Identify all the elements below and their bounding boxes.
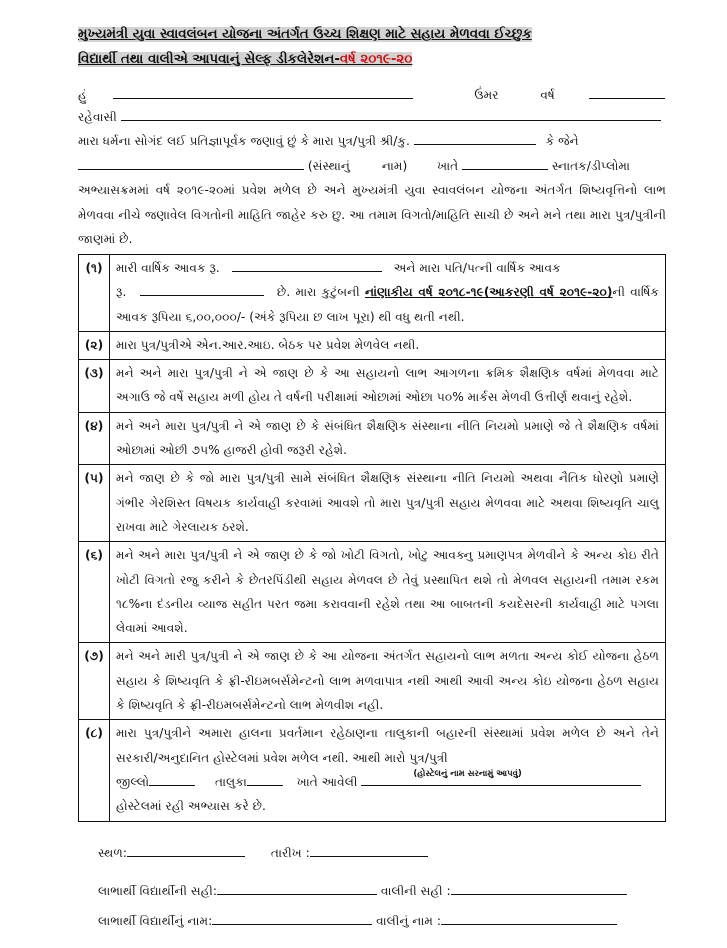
- table-row: [79, 720, 666, 821]
- item-text: મને અને મારી પુત્ર/પુત્રી ને એ જાણ છે કે આ યોજના અંતર્ગત સહાયનો લાભ મળતા અન્ય કોઈ યોજના હેઠળ સહાય કે શિષ્યવૃતિ કે ફ્રી-રીઇમબર્સમેન્ટનો લાભ મળવાપાત્ર નથી આથી આવી અન્ય કોઇ યોજના હેઠળ સહાય કે શિષ્યવૃતિ કે ફ્રી-રીઇમબર્સમેન્ટનો લાભ મેળવીશ નહી.: [110, 643, 666, 720]
- title-year: વર્ષ ૨૦૧૯-૨૦: [339, 52, 413, 67]
- umar-label: ઉંમર: [474, 88, 499, 102]
- taluka-label: તાલુકા: [214, 774, 247, 789]
- table-row: [79, 465, 666, 542]
- financial-year: નાંણાકીય વર્ષ ૨૦૧૮-૧૯(આકરણી વર્ષ ૨૦૧૯-૨૦): [364, 285, 613, 300]
- varsh-label: વર્ષ: [540, 88, 555, 102]
- child-name-blank[interactable]: [414, 130, 536, 145]
- table-row: [79, 255, 666, 332]
- hostel-text: મારા પુત્ર/પુત્રીને અમારા હાલના પ્રવર્તમાન રહેઠાણના તાલુકાની બહારની સંસ્થામાં પ્રવેશ મળેલ છે અને તેને સરકારી/અનુદાનિત હોસ્ટેલમાં પ્રવેશ મળેલ નથી. આથી મારો પુત્ર/પુત્રી: [116, 726, 659, 765]
- intro-text-2b: નામ): [381, 159, 408, 173]
- item-text: મારા પુત્ર/પુત્રીએ એન.આર.આઇ. બેઠક પર પ્રવેશ મેળવેલ નથી.: [110, 331, 666, 359]
- item-text: મને અને મારા પુત્ર/પુત્રી ને એ જાણ છે કે સંબંધિત શૈક્ષણિક સંસ્થાના નીતિ નિયમો પ્રમાણે જે તે શૈક્ષણિક વર્ષમાં ઓછામાં ઓછી ૭૫% હાજરી હોવી જરૂરી રહેશે.: [110, 412, 666, 465]
- item-text: મને અને મારા પુત્ર/પુત્રી ને એ જાણ છે કે જો ખોટી વિગતો, ખોટુ આવક્નુ પ્રમાણપત્ર મેળવીને કે અન્ય કોઇ રીતે ખોટી વિગતો રજુ કરીને કે છેતરપિંડીથી સહાય મેળવલ છે તેવું પ્રસ્થાપિત થશે તો મેળવલ સહાયની તમામ રકમ ૧૮%ના દંડનીય વ્યાજ સહીત પરત જમા કરાવવાની રહેશે તથા આ બાબતની કયદેસરની કાર્યવાહી માટે પગલા લેવામાં આવશે.: [110, 542, 666, 643]
- item-number: (૬): [79, 542, 110, 643]
- residence-line: [78, 106, 668, 128]
- table-row: [79, 643, 666, 720]
- hostel-note: (હોસ્ટેલનું નામ સરનામું આપવું): [413, 768, 522, 779]
- name-blank[interactable]: [113, 84, 413, 99]
- family-income-label: છે. મારા કુટુંબની: [276, 285, 365, 300]
- residence-blank[interactable]: [121, 106, 661, 121]
- item-number: (૭): [79, 643, 110, 720]
- hostel-last-line: હોસ્ટેલમાં રહી અભ્યાસ કરે છે.: [116, 799, 266, 814]
- title-line-2: [78, 52, 412, 67]
- age-blank[interactable]: [589, 84, 665, 99]
- taluka-blank[interactable]: [247, 771, 283, 786]
- form-title: [78, 22, 676, 72]
- place-blank[interactable]: [462, 155, 548, 170]
- jillo-blank[interactable]: [149, 771, 195, 786]
- parent-name-blank[interactable]: [441, 910, 617, 925]
- intro-text-1: મારા ધર્મના સોગંદ લઈ પ્રતિજ્ઞાપૂર્વક જણાવું છું કે મારા પુત્ર/પુત્રી શ્રી/કુ.: [78, 134, 410, 148]
- income-label: મારી વાર્ષિક આવક રૂ.: [116, 261, 220, 275]
- item-text: મને જાણ છે કે જો મારા પુત્ર/પુત્રી સામે સંબંધિત શૈક્ષણિક સંસ્થાના નીતિ નિયમો અથવા નૈતિક ધોરણો પ્રમાણે ગંભીર ગેરશિસ્ત વિષયક કાર્યવાહી કરવામાં આવશે તો મારા પુત્ર/પુત્રી સહાય મેળવવા માટે અથવા શિષ્યવૃતિ ચાલુ રાખવા માટે ગેરલાયક ઠરશે.: [110, 465, 666, 542]
- table-row: [79, 412, 666, 465]
- student-sign-label: લાભાર્થી વિદ્યાર્થીની સહી:: [98, 884, 218, 898]
- student-name-blank[interactable]: [212, 910, 372, 925]
- hostel-blank[interactable]: [361, 768, 641, 786]
- institute-blank[interactable]: [78, 155, 304, 170]
- rahevasi-label: રહેવાસી: [78, 110, 117, 124]
- rs-label: રૂ.: [116, 285, 127, 300]
- item-number: (૮): [79, 720, 110, 821]
- intro-line-1: [78, 130, 668, 152]
- intro-paragraph: અભ્યાસક્રમમાં વર્ષ ૨૦૧૯-૨૦માં પ્રવેશ મળેલ છે અને મુખ્યમંત્રી યુવા સ્વાવલંબન યોજના અંતર્ગત શિષ્યવૃત્તિનો લાભ મેળવવા નીચે જણાવેલ વિગતોની માહિતિ જાહેર કરુ છુ. આ તમામ વિગતો/માહિતિ સાચી છે અને મને તથા મારા પુત્ર/પુત્રીની જાણમાં છે.: [78, 183, 666, 247]
- intro-text-2a: (સંસ્થાનું: [307, 159, 350, 173]
- title-text: વિદ્યાર્થી તથા વાલીએ આપવાનું સેલ્ફ ડીકલેરેશન-: [78, 52, 340, 67]
- jillo-label: જીલ્લો: [116, 774, 150, 789]
- table-row: [79, 360, 666, 413]
- sthal-label: સ્થળ:: [98, 846, 127, 860]
- sthal-blank[interactable]: [127, 842, 245, 857]
- table-row: [79, 331, 666, 359]
- spouse-income-label: અને મારા પતિ/પત્ની વાર્ષિક આવક: [393, 261, 561, 275]
- item-number: (૫): [79, 465, 110, 542]
- intro-line-2: [78, 155, 668, 177]
- name-age-line: [78, 84, 668, 106]
- tarikh-blank[interactable]: [310, 842, 428, 857]
- parent-sign-blank[interactable]: [451, 880, 627, 895]
- intro-text-2c: ખાતે: [437, 159, 459, 173]
- income-blank[interactable]: [232, 257, 382, 272]
- item-text: [110, 255, 666, 332]
- income-limit-text: ની વાર્ષિક આવક રૂપિયા ૬,૦૦,૦૦૦/- (અંકે રૂપિયા છ લાખ પૂરા) થી વધુ થતી નથી.: [116, 285, 659, 324]
- student-sign-blank[interactable]: [217, 880, 377, 895]
- item-text: મને અને મારા પુત્ર/પુત્રી ને એ જાણ છે કે આ સહાયનો લાભ આગળના ક્રમિક શૈક્ષણિક વર્ષમાં મેળવવા માટે અગાઉ જે વર્ષે સહાય મળી હોય તે વર્ષની પરીક્ષામાં ઓછામાં ઓછા ૫૦% માર્કસ મેળવી ઉત્તીર્ણ થવાનું રહેશે.: [110, 360, 666, 413]
- item-text: [110, 720, 666, 821]
- intro-text-1b: કે જેને: [545, 134, 579, 148]
- place-date-line: [98, 842, 428, 863]
- item-number: (૧): [79, 255, 110, 332]
- intro-text-2d: સ્નાતક/ડીપ્લોમા: [551, 159, 630, 173]
- declaration-table: [78, 254, 666, 822]
- table-row: [79, 542, 666, 643]
- khate-label: ખાતે આવેલી: [296, 774, 358, 789]
- item-number: (૩): [79, 360, 110, 413]
- parent-name-label: વાલીનું નામ :: [376, 914, 441, 928]
- parent-sign-label: વાલીની સહી :: [380, 884, 451, 898]
- title-line-1: મુખ્યમંત્રી યુવા સ્વાવલંબન યોજના અંતર્ગત ઉચ્ચ શિક્ષણ માટે સહાય મેળવવા ઈચ્છુક: [78, 27, 532, 42]
- sign-line: [98, 880, 627, 901]
- spouse-income-blank[interactable]: [140, 281, 264, 296]
- tarikh-label: તારીખ :: [270, 846, 310, 860]
- name-line: [98, 910, 617, 931]
- item-number: (૨): [79, 331, 110, 359]
- hu-label: હું: [78, 88, 87, 102]
- student-name-label: લાભાર્થી વિદ્યાર્થીનું નામ:: [98, 914, 213, 928]
- item-number: (૪): [79, 412, 110, 465]
